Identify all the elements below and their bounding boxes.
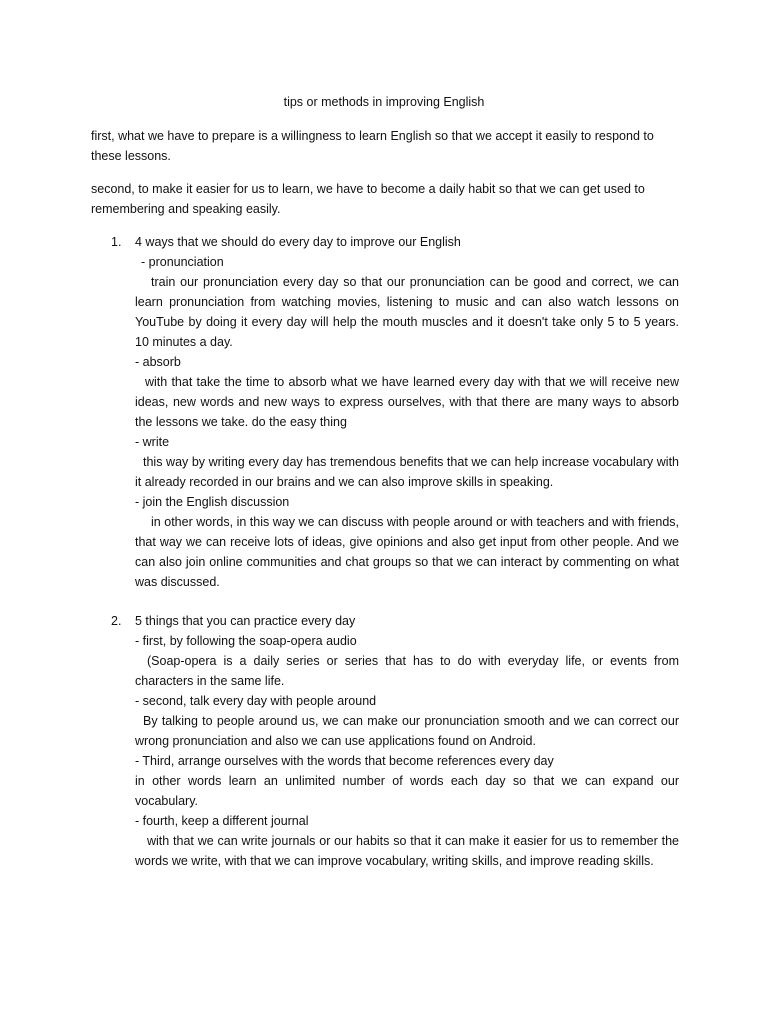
section-heading	[91, 232, 679, 252]
list-number: 1.	[111, 235, 122, 249]
text-write: this way by writing every day has tremendous benefits that we can help increase vocabulary with it already recorded in our brains and we can also improve skills in speaking.	[135, 455, 679, 489]
subheading-pronunciation: - pronunciation	[141, 255, 224, 269]
text-talk: By talking to people around us, we can make our pronunciation smooth and we can correct our wrong pronunciation and also we can use applications found on Android.	[135, 714, 679, 748]
subheading-words: - Third, arrange ourselves with the words that become references every day	[135, 754, 554, 768]
paragraph-first: first, what we have to prepare is a willingness to learn English so that we accept it easily to respond to these lessons.	[91, 129, 654, 163]
text-discussion: in other words, in this way we can discuss with people around or with teachers and with friends, that way we can receive lots of ideas, give opinions and also get input from other people. And we can also join online communities and chat groups so that we can interact by commenting on what was discussed.	[135, 515, 679, 589]
subheading-soap-opera: - first, by following the soap-opera audio	[135, 634, 357, 648]
section-heading-text: 5 things that you can practice every day	[135, 614, 356, 628]
paragraph-second: second, to make it easier for us to learn, we have to become a daily habit so that we can get used to remembering and speaking easily.	[91, 182, 645, 216]
document-title: tips or methods in improving English	[283, 95, 485, 109]
subheading-journal: - fourth, keep a different journal	[135, 814, 309, 828]
text-absorb: with that take the time to absorb what we have learned every day with that we will receive new ideas, new words and new ways to express ourselves, with that there are many ways to absorb the lessons we take. do the easy thing	[135, 375, 679, 429]
subheading-write: - write	[135, 435, 170, 449]
text-words: in other words learn an unlimited number of words each day so that we can expand our vocabulary.	[135, 774, 679, 808]
subheading-talk: - second, talk every day with people around	[135, 694, 377, 708]
section-body	[135, 252, 679, 592]
section-heading-text: 4 ways that we should do every day to improve our English	[135, 235, 461, 249]
section-ways	[91, 232, 679, 592]
section-heading	[91, 611, 679, 631]
text-soap-opera: (Soap-opera is a daily series or series that has to do with everyday life, or events from characters in the same life.	[135, 654, 679, 688]
text-pronunciation: train our pronunciation every day so that our pronunciation can be good and correct, we can learn pronunciation from watching movies, listening to music and can also watch lessons on YouTube by doing it every day will help the mouth muscles and it doesn't take only 5 to 5 years. 10 minutes a day.	[135, 275, 679, 349]
section-practice	[91, 611, 679, 871]
section-body	[135, 631, 679, 871]
subheading-absorb: - absorb	[135, 355, 181, 369]
subheading-discussion: - join the English discussion	[135, 495, 290, 509]
list-number: 2.	[111, 614, 122, 628]
text-journal: with that we can write journals or our habits so that it can make it easier for us to remember the words we write, with that we can improve vocabulary, writing skills, and improve reading skills.	[135, 834, 679, 868]
